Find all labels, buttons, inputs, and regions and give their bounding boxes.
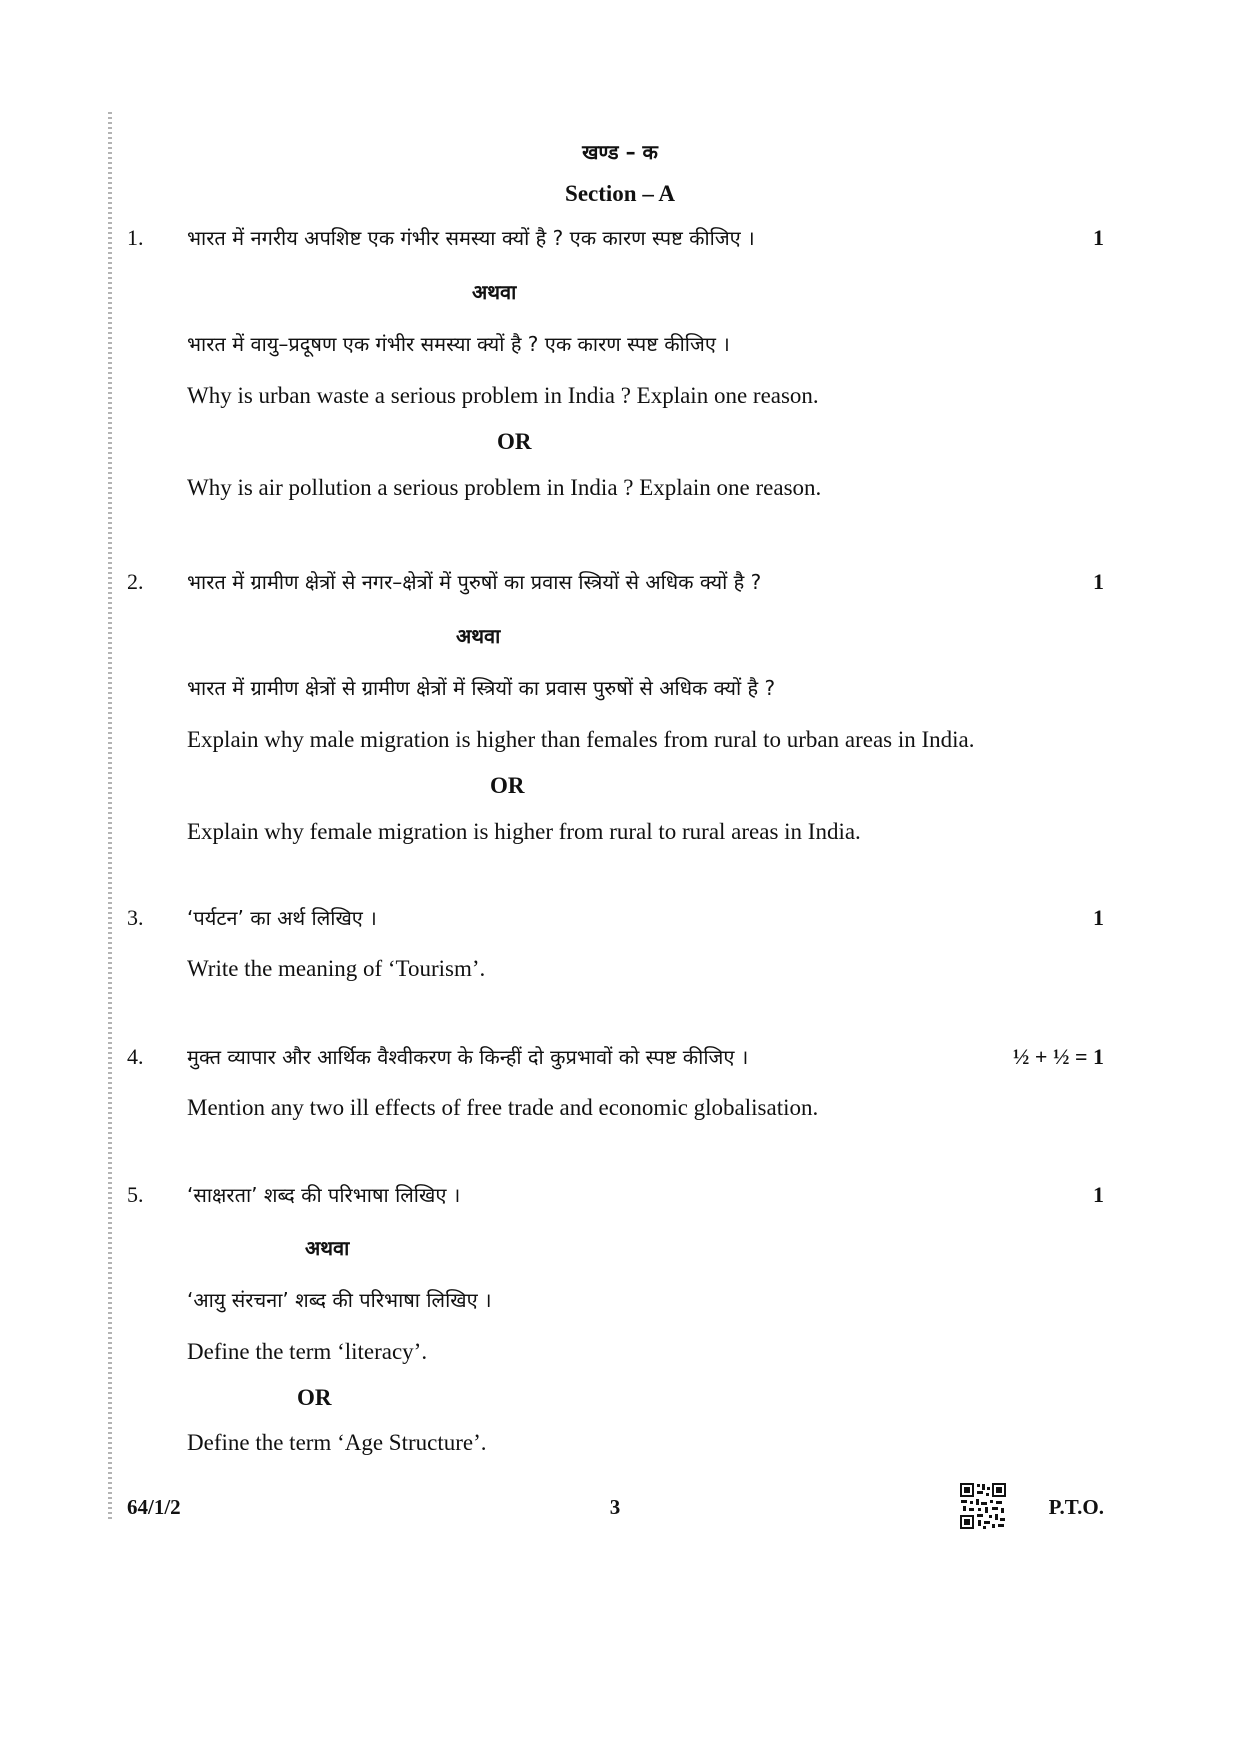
question-text-english: Mention any two ill effects of free trade and economic globalisation. [187,1095,819,1120]
question-text-hindi: भारत में नगरीय अपशिष्ट एक गंभीर समस्या क्यों है ? एक कारण स्पष्ट कीजिए । [187,226,755,250]
question-number: 3. [127,905,144,930]
page-number: 3 [609,1495,621,1519]
or-label-hindi: अथवा [456,624,501,648]
alternative-text-hindi: ‘आयु संरचना’ शब्द की परिभाषा लिखिए । [187,1288,492,1312]
question-marks: ½ + ½ = 1 [1012,1044,1104,1069]
alternative-text-english: Define the term ‘Age Structure’. [187,1430,487,1455]
question-text-hindi: भारत में ग्रामीण क्षेत्रों से नगर–क्षेत्रों में पुरुषों का प्रवास स्त्रियों से अधिक क्यों है ? [187,570,762,594]
section-title-hindi: खण्ड – क [582,140,658,164]
question-text-hindi: मुक्त व्यापार और आर्थिक वैश्वीकरण के किन्हीं दो कुप्रभावों को स्पष्ट कीजिए । [187,1045,749,1069]
question-text-english: Explain why male migration is higher than females from rural to urban areas in India. [187,727,975,752]
question-marks: 1 [1093,1182,1104,1207]
alternative-text-hindi: भारत में वायु–प्रदूषण एक गंभीर समस्या क्यों है ? एक कारण स्पष्ट कीजिए । [187,332,730,356]
or-label-hindi: अथवा [472,280,517,304]
question-number: 2. [127,569,144,594]
question-number: 4. [127,1044,144,1069]
question-text-english: Why is urban waste a serious problem in India ? Explain one reason. [187,383,819,408]
question-text-hindi: ‘पर्यटन’ का अर्थ लिखिए । [187,906,377,930]
question-marks: 1 [1093,905,1104,930]
question-marks: 1 [1093,225,1104,250]
question-text-english: Write the meaning of ‘Tourism’. [187,956,486,981]
alternative-text-english: Why is air pollution a serious problem in India ? Explain one reason. [187,475,822,500]
question-marks: 1 [1093,569,1104,594]
paper-code: 64/1/2 [127,1495,181,1519]
question-number: 1. [127,225,144,250]
alternative-text-hindi: भारत में ग्रामीण क्षेत्रों से ग्रामीण क्षेत्रों में स्त्रियों का प्रवास पुरुषों से अधिक क्यों है ? [187,676,776,700]
question-number: 5. [127,1182,144,1207]
or-label-hindi: अथवा [305,1236,350,1260]
pto-label: P.T.O. [1048,1495,1104,1519]
section-title-english: Section – A [565,181,675,206]
qr-code-icon [959,1482,1007,1530]
question-text-english: Define the term ‘literacy’. [187,1339,428,1364]
margin-strip [108,112,112,1522]
or-label-english: OR [497,429,532,454]
or-label-english: OR [490,773,525,798]
or-label-english: OR [297,1385,332,1410]
question-text-hindi: ‘साक्षरता’ शब्द की परिभाषा लिखिए । [187,1183,461,1207]
alternative-text-english: Explain why female migration is higher from rural to rural areas in India. [187,819,861,844]
